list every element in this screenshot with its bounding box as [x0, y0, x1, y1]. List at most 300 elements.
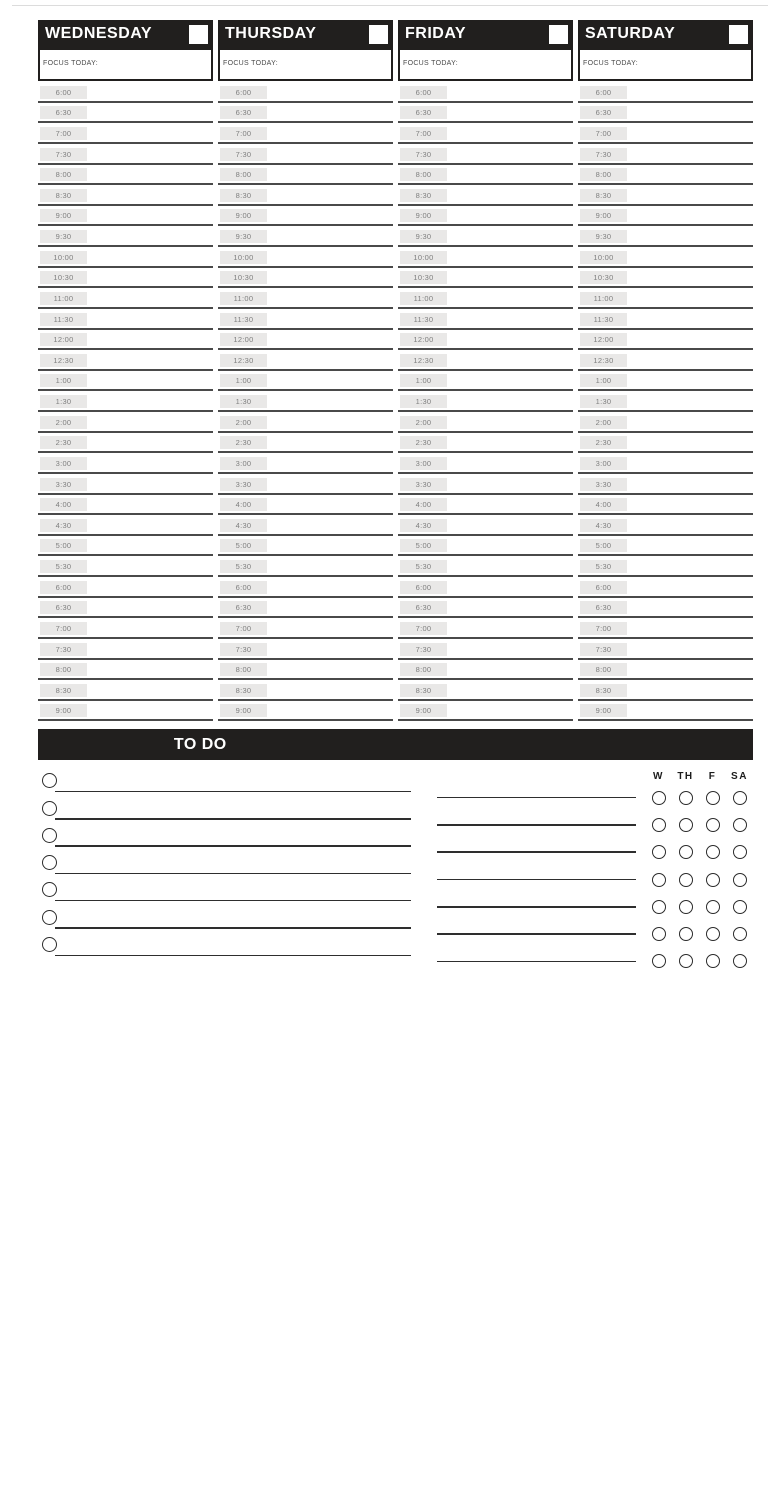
time-slot-label: 4:30 [580, 519, 627, 532]
time-slot-row[interactable] [398, 536, 573, 557]
time-slot-label: 5:00 [400, 539, 447, 552]
habit-checkbox-circle[interactable] [733, 791, 747, 805]
time-slot-label: 5:30 [400, 560, 447, 573]
focus-today-box[interactable] [398, 48, 573, 81]
time-slot-label: 1:00 [400, 374, 447, 387]
time-slot-label: 6:30 [220, 601, 267, 614]
habit-checkbox-circle[interactable] [652, 818, 666, 832]
time-slot-label: 8:30 [580, 189, 627, 202]
time-slot-row[interactable] [218, 556, 393, 577]
time-slot-label: 1:30 [40, 395, 87, 408]
time-slot-row[interactable] [398, 226, 573, 247]
time-slot-label: 10:30 [580, 271, 627, 284]
habit-entry-line[interactable] [437, 824, 636, 826]
time-slot-row[interactable] [398, 701, 573, 722]
time-slot-row[interactable] [38, 309, 213, 330]
time-slot-label: 5:30 [220, 560, 267, 573]
time-slot-row[interactable] [218, 371, 393, 392]
habit-row [430, 948, 753, 975]
time-slot-row[interactable] [38, 556, 213, 577]
time-slot-label: 9:00 [400, 704, 447, 717]
habit-checkbox-circle[interactable] [652, 954, 666, 968]
time-slot-row[interactable] [218, 330, 393, 351]
time-slot-label: 10:30 [220, 271, 267, 284]
time-slot-row[interactable] [398, 515, 573, 536]
time-slot-row[interactable] [578, 103, 753, 124]
time-slot-row[interactable] [218, 247, 393, 268]
time-slot-row[interactable] [38, 680, 213, 701]
habit-cell [672, 954, 699, 968]
time-slot-row[interactable] [398, 598, 573, 619]
time-slot-row[interactable] [398, 330, 573, 351]
day-header [218, 20, 393, 48]
time-slot-row[interactable] [218, 495, 393, 516]
time-slot-label: 8:00 [400, 663, 447, 676]
time-slot-label: 1:30 [580, 395, 627, 408]
time-slot-row[interactable] [38, 185, 213, 206]
habit-checkbox-circle[interactable] [679, 818, 693, 832]
todo-checkbox-circle[interactable] [42, 937, 57, 952]
time-slot-row[interactable] [578, 288, 753, 309]
habit-checkbox-circle[interactable] [652, 845, 666, 859]
time-slot-label: 12:00 [40, 333, 87, 346]
habit-cell [645, 873, 672, 887]
time-slot-row[interactable] [578, 598, 753, 619]
time-slot-label: 3:00 [40, 457, 87, 470]
habit-checkbox-circle[interactable] [706, 791, 720, 805]
time-slot-label: 10:00 [400, 251, 447, 264]
time-slot-row[interactable] [38, 639, 213, 660]
time-slot-row[interactable] [578, 391, 753, 412]
time-slot-label: 10:30 [40, 271, 87, 284]
time-slot-label: 12:00 [400, 333, 447, 346]
focus-today-box[interactable] [578, 48, 753, 81]
time-slot-row[interactable] [578, 82, 753, 103]
time-slot-row[interactable] [218, 660, 393, 681]
time-slot-label: 2:30 [40, 436, 87, 449]
habit-entry-line[interactable] [437, 797, 636, 799]
time-slot-label: 2:00 [40, 416, 87, 429]
time-slot-row[interactable] [38, 515, 213, 536]
time-slot-label: 5:00 [220, 539, 267, 552]
habit-checkbox-circle[interactable] [679, 845, 693, 859]
habit-checkbox-circle[interactable] [652, 927, 666, 941]
time-slot-row[interactable] [578, 309, 753, 330]
time-slot-row[interactable] [578, 701, 753, 722]
todo-row [38, 765, 413, 792]
time-slot-label: 7:00 [40, 622, 87, 635]
time-slot-row[interactable] [218, 433, 393, 454]
time-slot-row[interactable] [218, 226, 393, 247]
time-slot-row[interactable] [218, 103, 393, 124]
time-slot-row[interactable] [398, 268, 573, 289]
time-slot-row[interactable] [578, 226, 753, 247]
day-column [38, 20, 213, 721]
time-slot-row[interactable] [218, 391, 393, 412]
time-slot-row[interactable] [578, 495, 753, 516]
habit-row [430, 893, 753, 920]
habit-day-label: TH [677, 771, 694, 782]
time-slot-label: 9:30 [220, 230, 267, 243]
focus-today-label: FOCUS TODAY: [583, 60, 638, 67]
habit-cell [699, 818, 726, 832]
habit-entry-line[interactable] [437, 879, 636, 881]
todo-checkbox-circle[interactable] [42, 882, 57, 897]
habit-entry-line[interactable] [437, 851, 636, 853]
time-slot-label: 9:30 [580, 230, 627, 243]
time-slot-label: 7:00 [40, 127, 87, 140]
habit-checkbox-circle[interactable] [706, 900, 720, 914]
time-slot-row[interactable] [218, 165, 393, 186]
todo-row [38, 792, 413, 819]
time-slot-row[interactable] [578, 556, 753, 577]
time-slot-row[interactable] [578, 247, 753, 268]
time-slot-label: 6:30 [40, 601, 87, 614]
time-slot-row[interactable] [218, 185, 393, 206]
habit-cell [645, 954, 672, 968]
time-slot-row[interactable] [398, 433, 573, 454]
time-slot-row[interactable] [38, 412, 213, 433]
habit-circle-group [645, 873, 753, 887]
habit-checkbox-circle[interactable] [706, 927, 720, 941]
habit-entry-line[interactable] [437, 933, 636, 935]
habit-checkbox-circle[interactable] [706, 818, 720, 832]
habit-checkbox-circle[interactable] [733, 818, 747, 832]
time-slot-label: 11:30 [580, 313, 627, 326]
time-slot-row[interactable] [578, 515, 753, 536]
time-slot-row[interactable] [218, 474, 393, 495]
time-slot-list [38, 82, 213, 721]
time-slot-row[interactable] [38, 350, 213, 371]
focus-today-label: FOCUS TODAY: [403, 60, 458, 67]
time-slot-row[interactable] [218, 82, 393, 103]
time-slot-row[interactable] [578, 618, 753, 639]
time-slot-label: 7:30 [400, 148, 447, 161]
time-slot-label: 8:30 [580, 684, 627, 697]
todo-row [38, 901, 413, 928]
time-slot-label: 8:00 [40, 663, 87, 676]
time-slot-label: 8:30 [220, 189, 267, 202]
time-slot-label: 4:00 [580, 498, 627, 511]
time-slot-row[interactable] [38, 103, 213, 124]
time-slot-label: 1:00 [220, 374, 267, 387]
time-slot-label: 7:30 [220, 148, 267, 161]
time-slot-row[interactable] [218, 515, 393, 536]
time-slot-label: 4:00 [400, 498, 447, 511]
focus-today-box[interactable] [38, 48, 213, 81]
time-slot-row[interactable] [398, 350, 573, 371]
time-slot-row[interactable] [218, 412, 393, 433]
todo-list [38, 765, 413, 956]
time-slot-row[interactable] [38, 165, 213, 186]
habit-cell [645, 927, 672, 941]
time-slot-label: 8:00 [40, 168, 87, 181]
habit-checkbox-circle[interactable] [679, 873, 693, 887]
time-slot-row[interactable] [398, 144, 573, 165]
time-slot-row[interactable] [38, 618, 213, 639]
day-checkbox-icon[interactable] [549, 25, 568, 44]
time-slot-list [218, 82, 393, 721]
todo-checkbox-circle[interactable] [42, 910, 57, 925]
time-slot-row[interactable] [218, 577, 393, 598]
day-checkbox-icon[interactable] [189, 25, 208, 44]
time-slot-row[interactable] [398, 391, 573, 412]
time-slot-label: 11:00 [40, 292, 87, 305]
habit-checkbox-circle[interactable] [733, 954, 747, 968]
habit-cell [645, 818, 672, 832]
time-slot-label: 9:00 [400, 209, 447, 222]
time-slot-label: 11:00 [580, 292, 627, 305]
time-slot-label: 4:30 [220, 519, 267, 532]
time-slot-label: 8:00 [220, 663, 267, 676]
habit-cell [726, 900, 753, 914]
time-slot-row[interactable] [398, 412, 573, 433]
time-slot-label: 6:30 [40, 106, 87, 119]
time-slot-label: 9:00 [40, 704, 87, 717]
habit-circle-group [645, 818, 753, 832]
time-slot-label: 5:30 [40, 560, 87, 573]
todo-row [38, 820, 413, 847]
time-slot-row[interactable] [38, 660, 213, 681]
time-slot-row[interactable] [38, 577, 213, 598]
time-slot-label: 11:30 [400, 313, 447, 326]
time-slot-row[interactable] [218, 350, 393, 371]
habit-checkbox-circle[interactable] [679, 954, 693, 968]
time-slot-row[interactable] [578, 371, 753, 392]
time-slot-row[interactable] [38, 453, 213, 474]
time-slot-row[interactable] [38, 288, 213, 309]
todo-checkbox-circle[interactable] [42, 828, 57, 843]
time-slot-row[interactable] [398, 618, 573, 639]
time-slot-row[interactable] [38, 226, 213, 247]
time-slot-row[interactable] [38, 536, 213, 557]
time-slot-row[interactable] [398, 206, 573, 227]
habit-checkbox-circle[interactable] [733, 873, 747, 887]
day-checkbox-icon[interactable] [729, 25, 748, 44]
time-slot-row[interactable] [578, 268, 753, 289]
time-slot-label: 6:00 [580, 86, 627, 99]
time-slot-row[interactable] [218, 123, 393, 144]
time-slot-row[interactable] [218, 701, 393, 722]
habit-row [430, 920, 753, 947]
habit-day-label: F [708, 771, 717, 782]
time-slot-row[interactable] [38, 474, 213, 495]
time-slot-row[interactable] [38, 268, 213, 289]
time-slot-row[interactable] [38, 495, 213, 516]
time-slot-label: 6:00 [400, 86, 447, 99]
time-slot-row[interactable] [218, 598, 393, 619]
time-slot-label: 4:00 [40, 498, 87, 511]
time-slot-row[interactable] [578, 639, 753, 660]
time-slot-row[interactable] [398, 495, 573, 516]
time-slot-row[interactable] [398, 660, 573, 681]
time-slot-row[interactable] [578, 474, 753, 495]
time-slot-label: 10:30 [400, 271, 447, 284]
time-slot-label: 12:30 [40, 354, 87, 367]
time-slot-row[interactable] [398, 103, 573, 124]
time-slot-list [398, 82, 573, 721]
time-slot-row[interactable] [578, 453, 753, 474]
focus-today-box[interactable] [218, 48, 393, 81]
time-slot-label: 8:30 [40, 684, 87, 697]
time-slot-row[interactable] [578, 165, 753, 186]
time-slot-row[interactable] [398, 247, 573, 268]
time-slot-label: 9:00 [580, 704, 627, 717]
time-slot-row[interactable] [578, 433, 753, 454]
time-slot-label: 7:00 [220, 127, 267, 140]
day-column [218, 20, 393, 721]
time-slot-row[interactable] [38, 598, 213, 619]
time-slot-row[interactable] [578, 123, 753, 144]
habit-checkbox-circle[interactable] [652, 873, 666, 887]
time-slot-label: 8:30 [400, 684, 447, 697]
time-slot-label: 7:30 [40, 643, 87, 656]
time-slot-row[interactable] [218, 144, 393, 165]
page-edge-line [12, 5, 768, 6]
time-slot-row[interactable] [578, 350, 753, 371]
time-slot-label: 8:00 [220, 168, 267, 181]
habit-cell [726, 791, 753, 805]
time-slot-row[interactable] [218, 309, 393, 330]
time-slot-row[interactable] [398, 474, 573, 495]
habit-cell [672, 927, 699, 941]
time-slot-row[interactable] [578, 330, 753, 351]
time-slot-row[interactable] [398, 577, 573, 598]
time-slot-row[interactable] [398, 639, 573, 660]
time-slot-row[interactable] [398, 309, 573, 330]
time-slot-label: 9:00 [220, 704, 267, 717]
time-slot-row[interactable] [398, 453, 573, 474]
time-slot-label: 9:30 [400, 230, 447, 243]
time-slot-row[interactable] [398, 185, 573, 206]
habit-cell [645, 791, 672, 805]
day-checkbox-icon[interactable] [369, 25, 388, 44]
time-slot-row[interactable] [218, 618, 393, 639]
time-slot-row[interactable] [38, 433, 213, 454]
habit-checkbox-circle[interactable] [733, 845, 747, 859]
todo-title: TO DO [173, 735, 227, 753]
time-slot-row[interactable] [578, 680, 753, 701]
time-slot-row[interactable] [398, 165, 573, 186]
time-slot-row[interactable] [218, 680, 393, 701]
time-slot-row[interactable] [398, 680, 573, 701]
time-slot-label: 6:00 [580, 581, 627, 594]
time-slot-label: 2:00 [580, 416, 627, 429]
day-column [398, 20, 573, 721]
habit-cell [726, 927, 753, 941]
time-slot-row[interactable] [398, 371, 573, 392]
time-slot-row[interactable] [218, 639, 393, 660]
habit-checkbox-circle[interactable] [652, 900, 666, 914]
habit-checkbox-circle[interactable] [706, 873, 720, 887]
time-slot-row[interactable] [398, 556, 573, 577]
time-slot-label: 3:00 [400, 457, 447, 470]
time-slot-label: 5:30 [580, 560, 627, 573]
time-slot-row[interactable] [38, 144, 213, 165]
time-slot-row[interactable] [398, 82, 573, 103]
habit-circle-group [645, 900, 753, 914]
time-slot-row[interactable] [38, 206, 213, 227]
time-slot-row[interactable] [578, 206, 753, 227]
habit-checkbox-circle[interactable] [733, 900, 747, 914]
time-slot-label: 10:00 [220, 251, 267, 264]
habit-row [430, 866, 753, 893]
time-slot-label: 8:30 [220, 684, 267, 697]
habit-checkbox-circle[interactable] [706, 845, 720, 859]
habit-checkbox-circle[interactable] [733, 927, 747, 941]
time-slot-label: 3:30 [220, 478, 267, 491]
time-slot-label: 6:30 [400, 106, 447, 119]
habit-day-labels [430, 765, 753, 784]
time-slot-label: 6:30 [580, 601, 627, 614]
habit-checkbox-circle[interactable] [652, 791, 666, 805]
habit-entry-line[interactable] [437, 906, 636, 908]
time-slot-label: 1:00 [40, 374, 87, 387]
habit-entry-line[interactable] [437, 961, 636, 963]
time-slot-row[interactable] [38, 371, 213, 392]
time-slot-row[interactable] [578, 144, 753, 165]
time-slot-label: 11:30 [220, 313, 267, 326]
time-slot-label: 6:00 [220, 581, 267, 594]
todo-entry-line[interactable] [55, 955, 411, 957]
time-slot-label: 1:30 [400, 395, 447, 408]
time-slot-row[interactable] [218, 206, 393, 227]
habit-cell [699, 954, 726, 968]
habit-tracker [430, 765, 753, 975]
time-slot-row[interactable] [578, 577, 753, 598]
time-slot-row[interactable] [38, 247, 213, 268]
time-slot-row[interactable] [578, 412, 753, 433]
time-slot-row[interactable] [218, 453, 393, 474]
time-slot-row[interactable] [38, 391, 213, 412]
habit-checkbox-circle[interactable] [706, 954, 720, 968]
time-slot-row[interactable] [38, 701, 213, 722]
time-slot-row[interactable] [38, 330, 213, 351]
day-title: SATURDAY [585, 25, 676, 42]
habit-cell [699, 845, 726, 859]
time-slot-label: 2:30 [400, 436, 447, 449]
time-slot-row[interactable] [578, 660, 753, 681]
habit-cell [645, 845, 672, 859]
todo-checkbox-circle[interactable] [42, 801, 57, 816]
time-slot-label: 8:30 [400, 189, 447, 202]
time-slot-row[interactable] [398, 123, 573, 144]
habit-checkbox-circle[interactable] [679, 900, 693, 914]
time-slot-label: 1:00 [580, 374, 627, 387]
habit-checkbox-circle[interactable] [679, 791, 693, 805]
habit-checkbox-circle[interactable] [679, 927, 693, 941]
time-slot-row[interactable] [398, 288, 573, 309]
habit-circle-group [645, 927, 753, 941]
time-slot-row[interactable] [218, 536, 393, 557]
habit-cell [672, 900, 699, 914]
time-slot-row[interactable] [578, 536, 753, 557]
time-slot-row[interactable] [38, 82, 213, 103]
time-slot-label: 9:00 [40, 209, 87, 222]
time-slot-label: 10:00 [580, 251, 627, 264]
time-slot-row[interactable] [38, 123, 213, 144]
time-slot-row[interactable] [578, 185, 753, 206]
day-title: WEDNESDAY [45, 25, 153, 42]
time-slot-list [578, 82, 753, 721]
time-slot-label: 2:00 [220, 416, 267, 429]
time-slot-row[interactable] [218, 288, 393, 309]
time-slot-row[interactable] [218, 268, 393, 289]
todo-checkbox-circle[interactable] [42, 855, 57, 870]
todo-checkbox-circle[interactable] [42, 773, 57, 788]
habit-day-label: W [653, 771, 664, 782]
time-slot-label: 1:30 [220, 395, 267, 408]
